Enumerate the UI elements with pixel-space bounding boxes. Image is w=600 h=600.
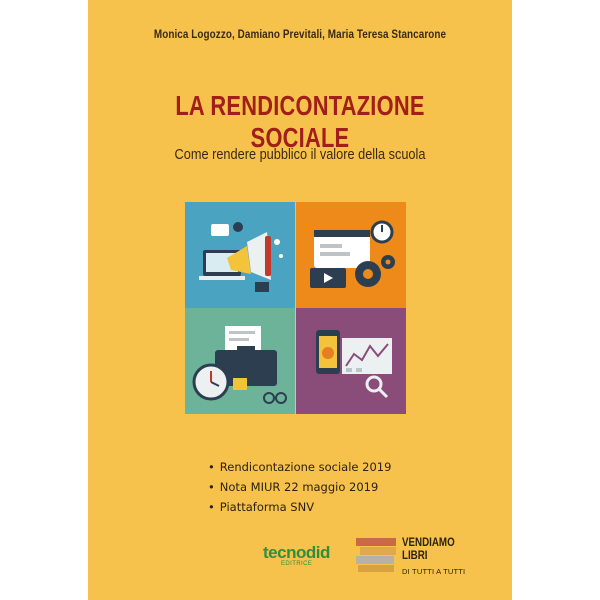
megaphone-icon	[185, 202, 295, 308]
books-stack-icon	[356, 538, 396, 572]
badge-tagline: DI TUTTI A TUTTI	[402, 567, 466, 576]
gears-icon	[296, 202, 406, 308]
stopwatch-icon	[185, 308, 295, 414]
vendiamo-libri-badge	[356, 534, 496, 588]
illustration-grid	[185, 202, 406, 414]
publisher-name: tecnodid	[263, 543, 330, 562]
list-item: • Nota MIUR 22 maggio 2019	[208, 477, 391, 497]
bullet-list	[208, 457, 391, 517]
list-item: • Rendicontazione sociale 2019	[208, 457, 391, 477]
authors: Monica Logozzo, Damiano Previtali, Maria Teresa Stancarone	[153, 29, 447, 41]
publisher-sub: EDITRICE	[281, 561, 313, 567]
badge-line1: VENDIAMO	[402, 537, 455, 549]
badge-line2: LIBRI	[402, 550, 428, 562]
tablet-chart-icon	[296, 308, 406, 414]
book-cover	[88, 0, 512, 600]
badge-title	[402, 537, 455, 563]
book-subtitle: Come rendere pubblico il valore della scuola	[174, 146, 426, 163]
book-title: LA RENDICONTAZIONE SOCIALE	[175, 90, 425, 153]
list-item: • Piattaforma SNV	[208, 497, 391, 517]
publisher-logo	[263, 543, 333, 573]
